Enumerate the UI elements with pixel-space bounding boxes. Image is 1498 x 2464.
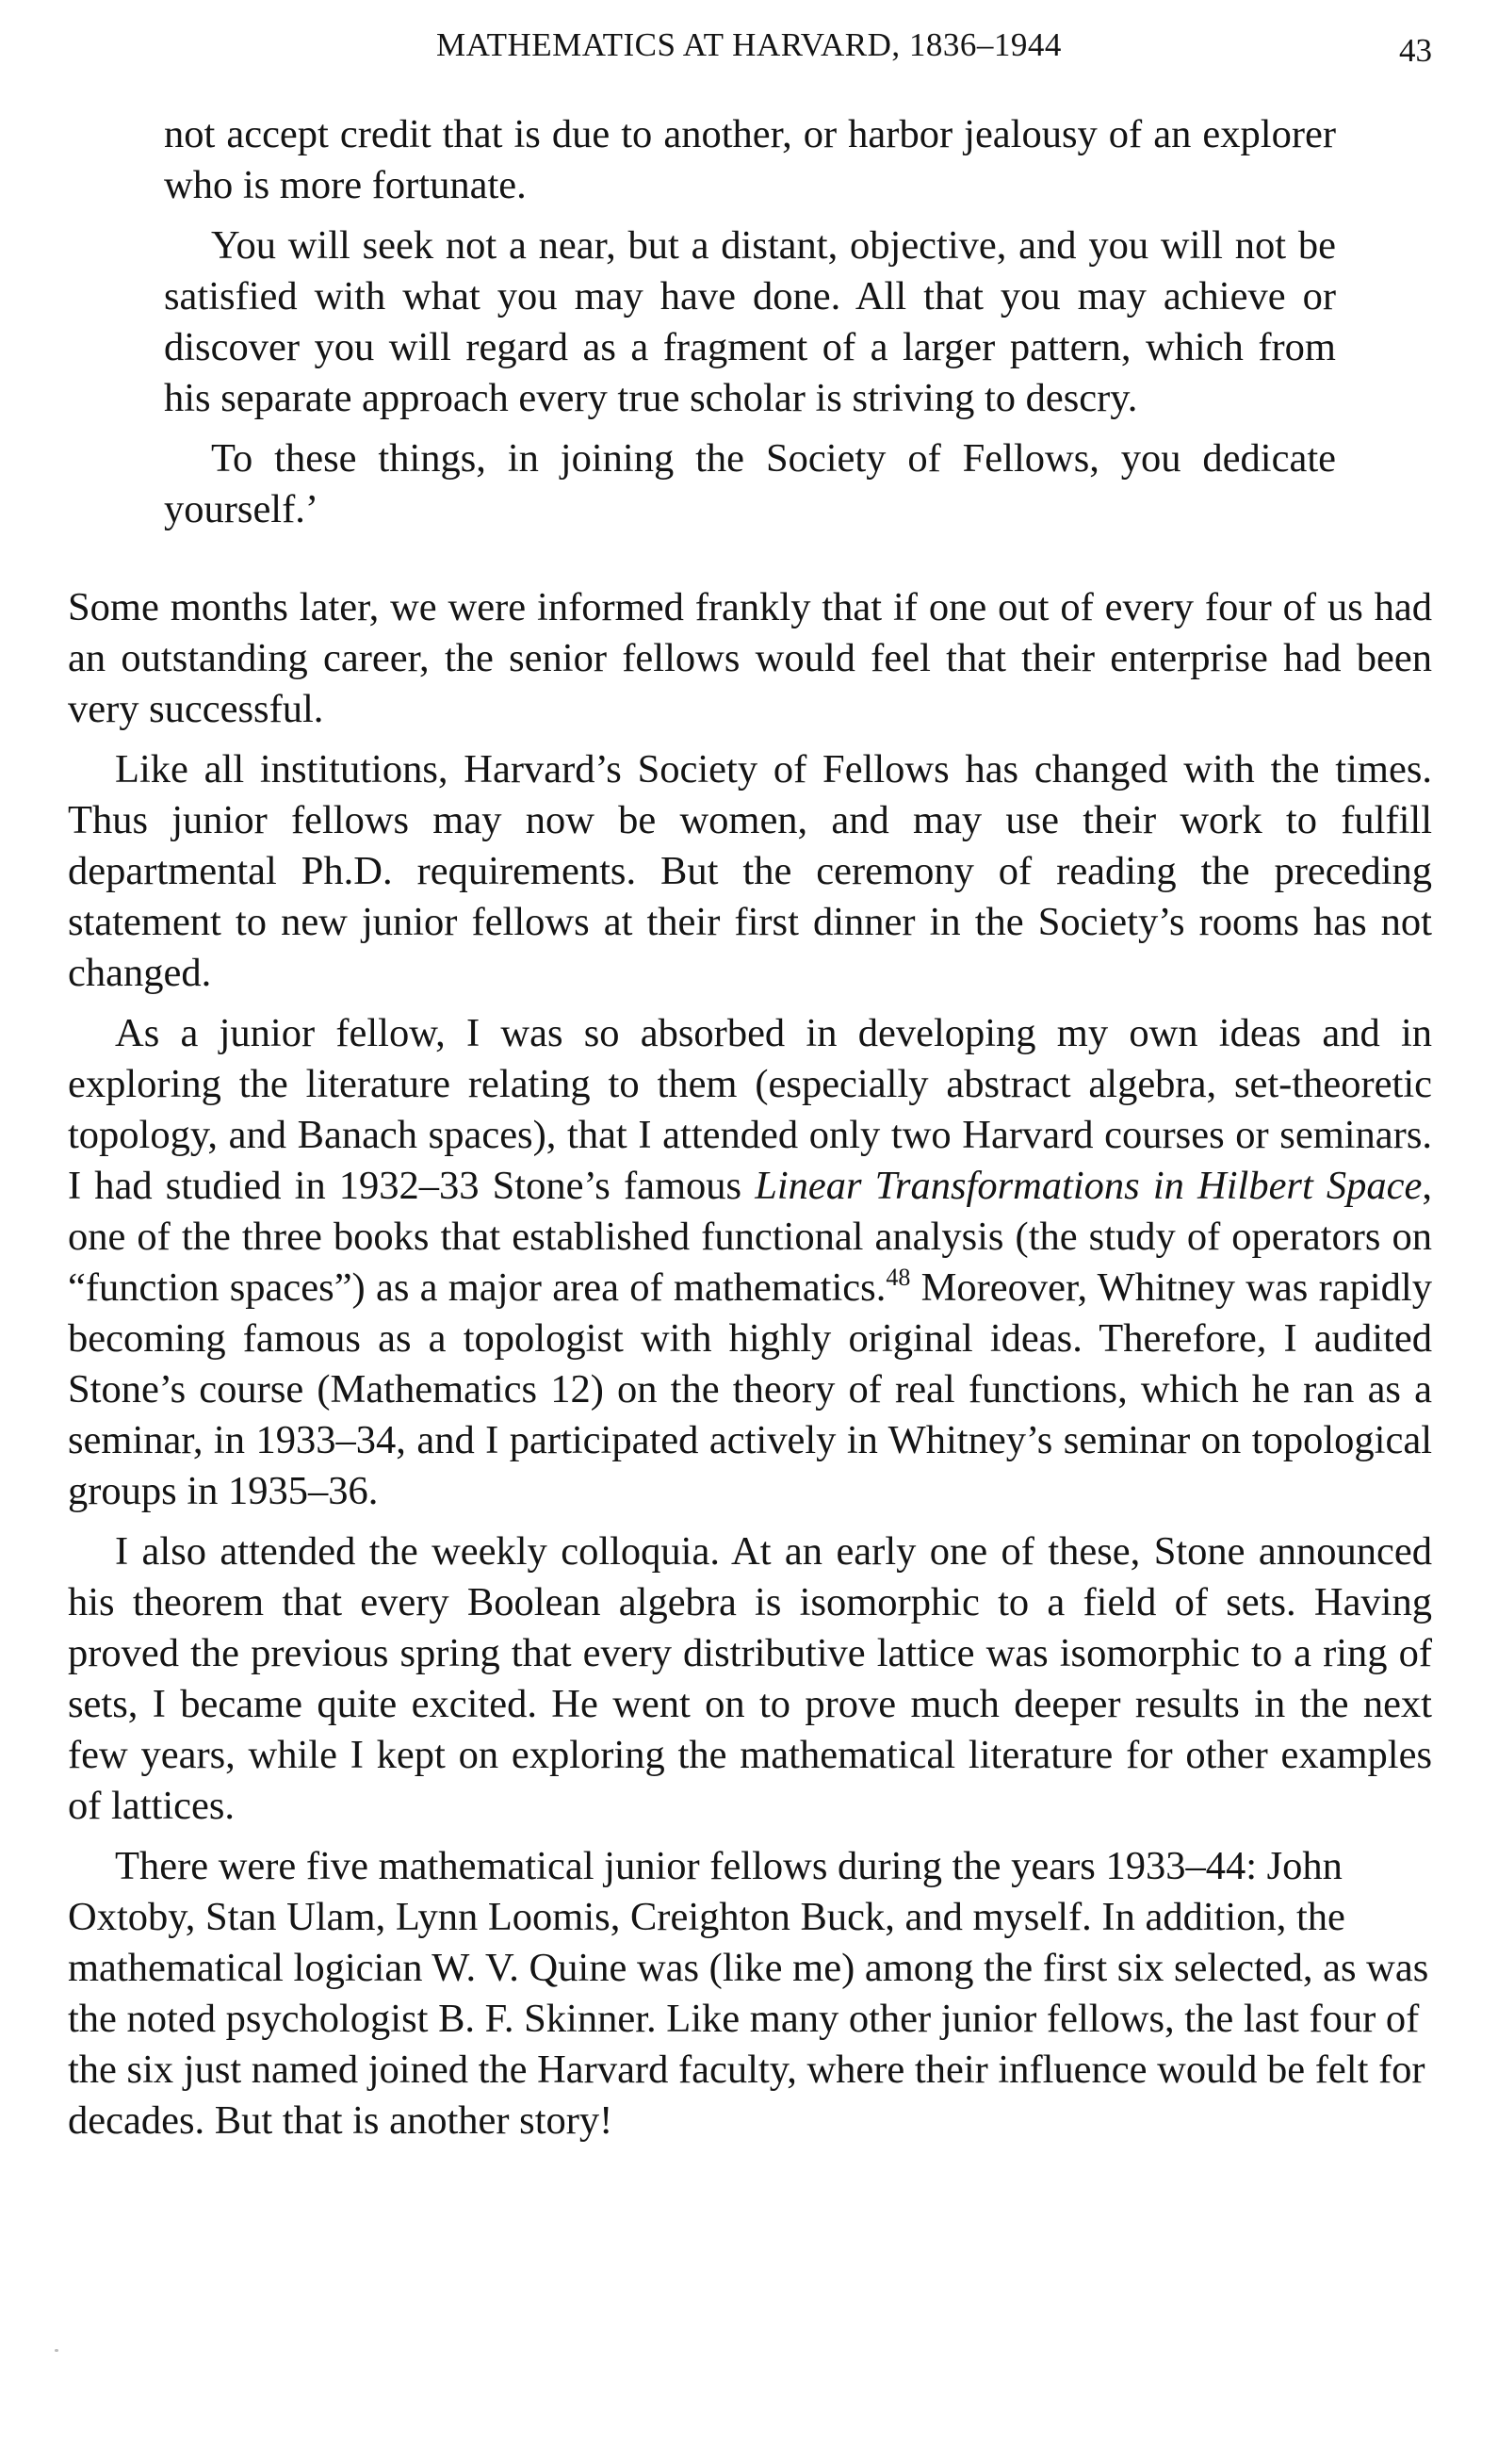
body-paragraph (68, 1008, 1432, 1517)
block-quote (164, 109, 1336, 535)
body-paragraph: Like all institutions, Harvard’s Society of Fellows has changed with the times. Thus junior fellows may now be women, and may use their work to fulfill departmental Ph.D. requirements. But the ceremony of reading the preceding statement to new junior fellows at their first dinner in the Society’s rooms has not changed. (68, 747, 1432, 995)
body-paragraph: I also attended the weekly colloquia. At an early one of these, Stone announced his theorem that every Boolean algebra is isomorphic to a field of sets. Having proved the previous spring that every distributive lattice was isomorphic to a ring of sets, I became quite excited. He went on to prove much deeper results in the next few years, while I kept on exploring the mathematical literature for other examples of lattices. (68, 1529, 1432, 1828)
quote-paragraph: To these things, in joining the Society of Fellows, you dedicate yourself.’ (164, 436, 1336, 531)
book-title: Linear Transformations in Hilbert Space (755, 1164, 1423, 1208)
body-paragraph: There were five mathematical junior fellows during the years 1933–44: John Oxtoby, Stan Ulam, Lynn Loomis, Creighton Buck, and myself. In addition, the mathematical logician W. V. Quine was (like me) among the first six selected, as was the noted psychologist B. F. Skinner. Like many other junior fellows, the last four of the six just named joined the Harvard faculty, where their influence would be felt for decades. But that is another story! (68, 1844, 1429, 2143)
page-number: 43 (1399, 32, 1432, 69)
body-paragraph: Some months later, we were informed frankly that if one out of every four of us had an outstanding career, the senior fellows would feel that their enterprise had been very successful. (68, 585, 1432, 731)
paragraph-text: , one of the three books that established functional analysis (the study of operators on “function spaces”) as a major area of mathematics. (68, 1164, 1432, 1310)
running-title: MATHEMATICS AT HARVARD, 1836–1944 (436, 26, 1062, 63)
running-head (0, 26, 1498, 73)
quote-paragraph: not accept credit that is due to another, or harbor jealousy of an explorer who is more fortunate. (164, 112, 1336, 207)
quote-paragraph: You will seek not a near, but a distant, objective, and you will not be satisfied with what you may have done. All that you may achieve or discover you will regard as a fragment of a larger pattern, which from his separate approach every true scholar is striving to descry. (164, 223, 1336, 420)
page-speck (55, 2349, 58, 2352)
paragraph-text: Moreover, Whitney was rapidly becoming famous as a topologist with highly original ideas. Therefore, I audited Stone’s course (Mathematics 12) on the theory of real functions, which he ran as a seminar, in 1933–34, and I participated actively in Whitney’s seminar on topological groups in 1935–36. (68, 1265, 1432, 1513)
body-text (68, 109, 1432, 2156)
paragraph-text: As a junior fellow, I was so absorbed in developing my own ideas and in exploring the literature relating to them (especially abstract algebra, set-theoretic topology, and Banach spaces), that I attended only two Harvard courses or seminars. I had studied in 1932–33 Stone’s famous (68, 1011, 1432, 1208)
quote-spacer (68, 545, 1432, 582)
footnote-marker: 48 (886, 1264, 911, 1291)
